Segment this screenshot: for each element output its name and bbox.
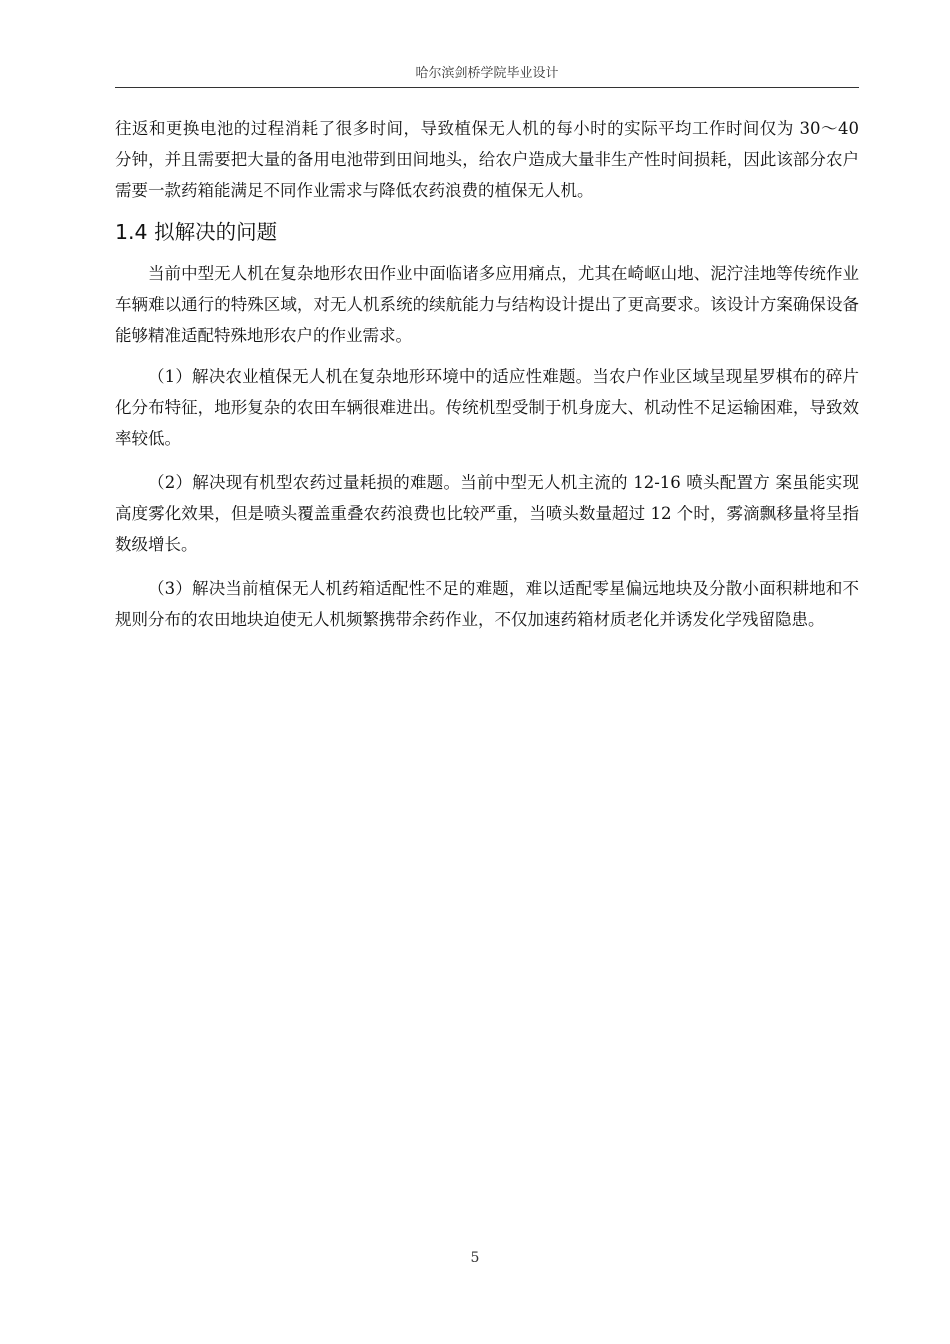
continuation-paragraph: 往返和更换电池的过程消耗了很多时间，导致植保无人机的每小时的实际平均工作时间仅为 30～40 分钟，并且需要把大量的备用电池带到田间地头，给农户造成大量非生产性时间损耗，因此该部分农户需要一款药箱能满足不同作业需求与降低农药浪费的植保无人机。	[115, 119, 859, 200]
running-header: 哈尔滨剑桥学院毕业设计	[415, 66, 559, 81]
section-heading: 1.4 拟解决的问题	[115, 220, 278, 244]
page-body	[115, 113, 859, 648]
list-item: （2）解决现有机型农药过量耗损的难题。当前中型无人机主流的 12-16 喷头配置方 案虽能实现高度雾化效果，但是喷头覆盖重叠农药浪费也比较严重，当喷头数量超过 12 个时，雾滴飘移量将呈指数级增长。	[115, 473, 859, 554]
header-divider	[115, 87, 859, 88]
list-item: （1）解决农业植保无人机在复杂地形环境中的适应性难题。当农户作业区域呈现星罗棋布的碎片化分布特征，地形复杂的农田车辆很难进出。传统机型受制于机身庞大、机动性不足运输困难，导致效率较低。	[115, 367, 859, 448]
intro-paragraph: 当前中型无人机在复杂地形农田作业中面临诸多应用痛点，尤其在崎岖山地、泥泞洼地等传统作业车辆难以通行的特殊区域，对无人机系统的续航能力与结构设计提出了更高要求。该设计方案确保设备能够精准适配特殊地形农户的作业需求。	[115, 264, 859, 345]
page-number: 5	[470, 1250, 480, 1266]
list-item: （3）解决当前植保无人机药箱适配性不足的难题，难以适配零星偏远地块及分散小面积耕地和不规则分布的农田地块迫使无人机频繁携带余药作业，不仅加速药箱材质老化并诱发化学残留隐患。	[115, 579, 859, 629]
